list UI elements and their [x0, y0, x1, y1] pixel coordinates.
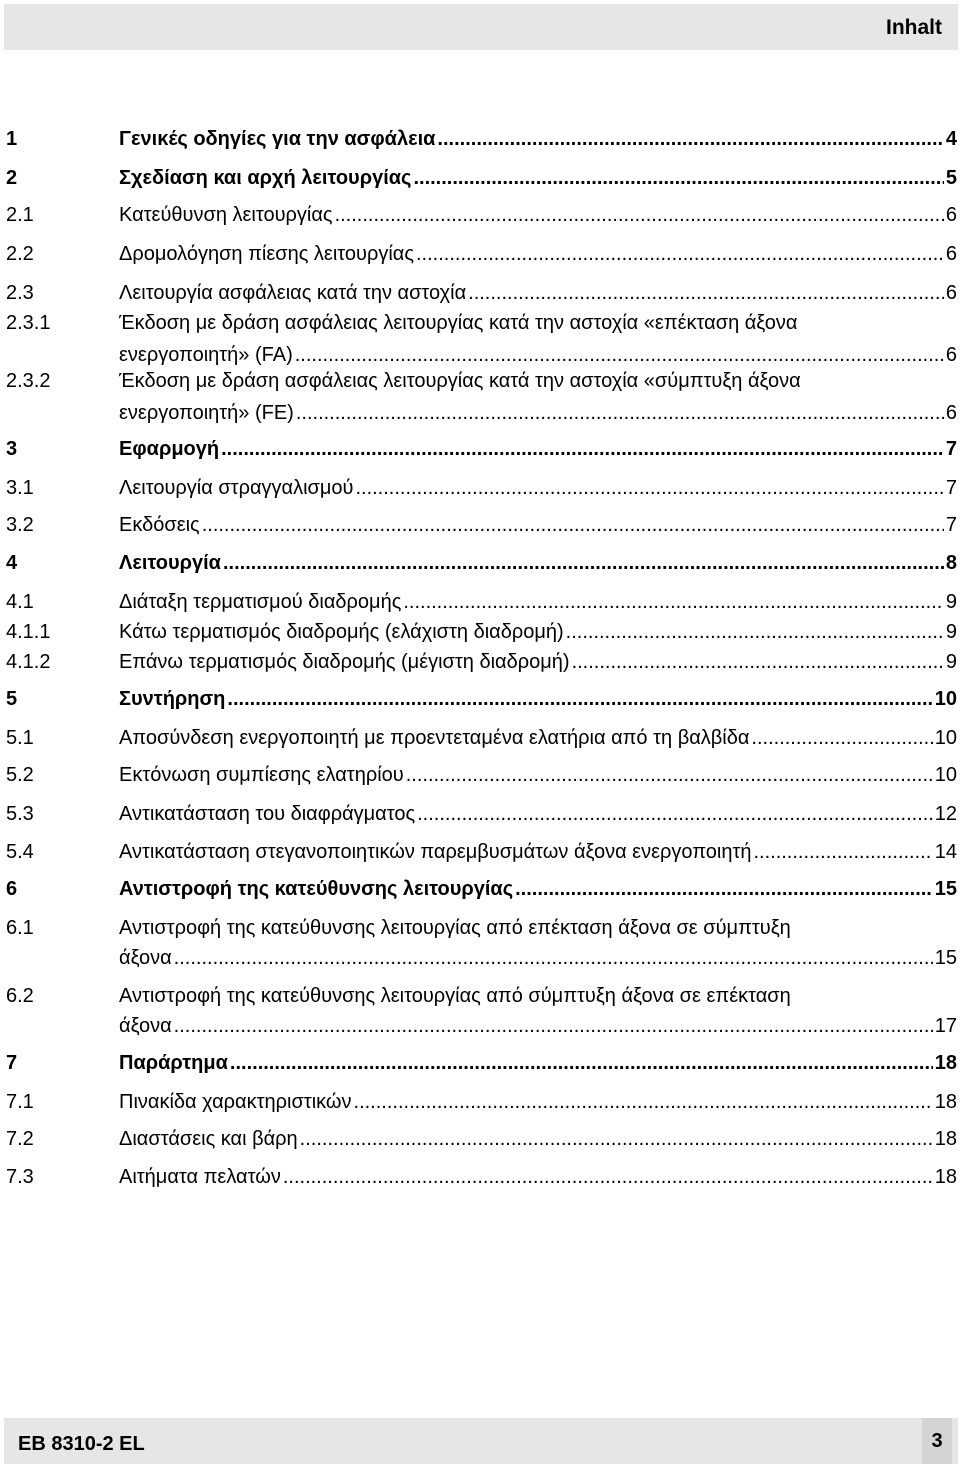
- toc-title: Λειτουργία: [119, 552, 221, 574]
- toc-title: Αντιστροφή της κατεύθυνσης λειτουργίας: [119, 878, 514, 900]
- toc-page: 10: [934, 727, 957, 749]
- toc-number: 6.1: [6, 917, 34, 939]
- toc-number: 4.1.1: [6, 621, 51, 643]
- toc-page: 18: [934, 1166, 957, 1188]
- toc-page: 9: [945, 651, 957, 673]
- toc-title: Αποσύνδεση ενεργοποιητή με προεντεταμένα ελατήρια από τη βαλβίδα: [119, 727, 750, 749]
- toc-title-continued: ενεργοποιητή» (FA): [119, 344, 293, 366]
- toc-number: 5.4: [6, 841, 34, 863]
- toc-page: 18: [934, 1091, 957, 1113]
- toc-number: 2.3: [6, 282, 34, 304]
- toc-page: 4: [945, 128, 957, 150]
- toc-title: Αντιστροφή της κατεύθυνσης λειτουργίας από σύμπτυξη άξονα σε επέκταση: [119, 985, 791, 1007]
- toc-title: Δρομολόγηση πίεσης λειτουργίας: [119, 243, 414, 265]
- toc-number: 6.2: [6, 985, 34, 1007]
- toc-title: Αντιστροφή της κατεύθυνσης λειτουργίας από επέκταση άξονα σε σύμπτυξη: [119, 917, 791, 939]
- toc-number: 5.2: [6, 764, 34, 786]
- toc-title: Σχεδίαση και αρχή λειτουργίας: [119, 167, 412, 189]
- toc-page: 9: [945, 621, 957, 643]
- toc-number: 3: [6, 438, 18, 460]
- toc-page: 14: [934, 841, 957, 863]
- toc-page: 8: [945, 552, 957, 574]
- toc-title: Παράρτημα: [119, 1052, 228, 1074]
- footer-bar: [4, 1418, 958, 1464]
- header-title: Inhalt: [886, 16, 942, 39]
- toc-title: Επάνω τερματισμός διαδρομής (μέγιστη διαδρομή): [119, 651, 570, 673]
- toc-page: 10: [934, 688, 957, 710]
- toc-title: Διάταξη τερματισμού διαδρομής: [119, 591, 402, 613]
- toc-page: 6: [945, 344, 957, 366]
- toc-title-continued: ενεργοποιητή» (FE): [119, 402, 294, 424]
- toc-page: 15: [934, 947, 957, 969]
- toc-number: 3.2: [6, 514, 34, 536]
- toc-page: 7: [945, 438, 957, 460]
- toc-page: 6: [945, 282, 957, 304]
- toc-page: 5: [945, 167, 957, 189]
- toc-title: Λειτουργία στραγγαλισμού: [119, 477, 354, 499]
- toc-page: 10: [934, 764, 957, 786]
- toc-number: 6: [6, 878, 18, 900]
- footer-document-id: EB 8310-2 EL: [18, 1433, 145, 1455]
- toc-page: 6: [945, 243, 957, 265]
- toc-number: 2.3.1: [6, 312, 51, 334]
- toc-page: 18: [934, 1052, 957, 1074]
- toc-entry-2-3-2[interactable]: [0, 366, 960, 430]
- toc-title: Γενικές οδηγίες για την ασφάλεια: [119, 128, 436, 150]
- toc-number: 7.1: [6, 1091, 34, 1113]
- toc-number: 5: [6, 688, 18, 710]
- toc-page: 7: [945, 477, 957, 499]
- toc-page: 6: [945, 402, 957, 424]
- toc-page: 6: [945, 204, 957, 226]
- toc-number: 4.1: [6, 591, 34, 613]
- toc-title: Αντικατάσταση στεγανοποιητικών παρεμβυσμάτων άξονα ενεργοποιητή: [119, 841, 752, 863]
- toc-title: Λειτουργία ασφάλειας κατά την αστοχία: [119, 282, 467, 304]
- toc-entry-2-3-1[interactable]: [0, 308, 960, 372]
- footer-page-number: 3: [922, 1418, 952, 1464]
- toc-title: Εκτόνωση συμπίεσης ελατηρίου: [119, 764, 404, 786]
- toc-page: 17: [934, 1015, 957, 1037]
- toc-title: Διαστάσεις και βάρη: [119, 1128, 298, 1150]
- toc-page: 12: [934, 803, 957, 825]
- toc-number: 2.3.2: [6, 370, 51, 392]
- toc-title: Αιτήματα πελατών: [119, 1166, 281, 1188]
- toc-number: 7.3: [6, 1166, 34, 1188]
- toc-number: 4: [6, 552, 18, 574]
- toc-page: 7: [945, 514, 957, 536]
- toc-number: 5.3: [6, 803, 34, 825]
- toc-number: 2.2: [6, 243, 34, 265]
- toc-number: 7.2: [6, 1128, 34, 1150]
- toc-title-continued: άξονα: [119, 947, 172, 969]
- toc-number: 7: [6, 1052, 18, 1074]
- toc-entry-6-2[interactable]: [0, 981, 960, 1045]
- toc-title: Έκδοση με δράση ασφάλειας λειτουργίας κατά την αστοχία «επέκταση άξονα: [119, 312, 798, 334]
- toc-page: 15: [934, 878, 957, 900]
- toc-title: Πινακίδα χαρακτηριστικών: [119, 1091, 352, 1113]
- toc-entry-6-1[interactable]: [0, 913, 960, 977]
- toc-title: Εκδόσεις: [119, 514, 200, 536]
- toc-title: Κατεύθυνση λειτουργίας: [119, 204, 333, 226]
- toc-title: Εφαρμογή: [119, 438, 220, 460]
- toc-number: 2: [6, 167, 18, 189]
- toc-title: Έκδοση με δράση ασφάλειας λειτουργίας κατά την αστοχία «σύμπτυξη άξονα: [119, 370, 801, 392]
- toc-title: Συντήρηση: [119, 688, 226, 710]
- toc-number: 1: [6, 128, 18, 150]
- toc-title: Αντικατάσταση του διαφράγματος: [119, 803, 416, 825]
- toc-page: 18: [934, 1128, 957, 1150]
- toc-title: Κάτω τερματισμός διαδρομής (ελάχιστη διαδρομή): [119, 621, 564, 643]
- toc-number: 3.1: [6, 477, 34, 499]
- toc-number: 5.1: [6, 727, 34, 749]
- toc-title-continued: άξονα: [119, 1015, 172, 1037]
- header-bar: [4, 4, 958, 50]
- toc-number: 4.1.2: [6, 651, 51, 673]
- toc-number: 2.1: [6, 204, 34, 226]
- toc-page: 9: [945, 591, 957, 613]
